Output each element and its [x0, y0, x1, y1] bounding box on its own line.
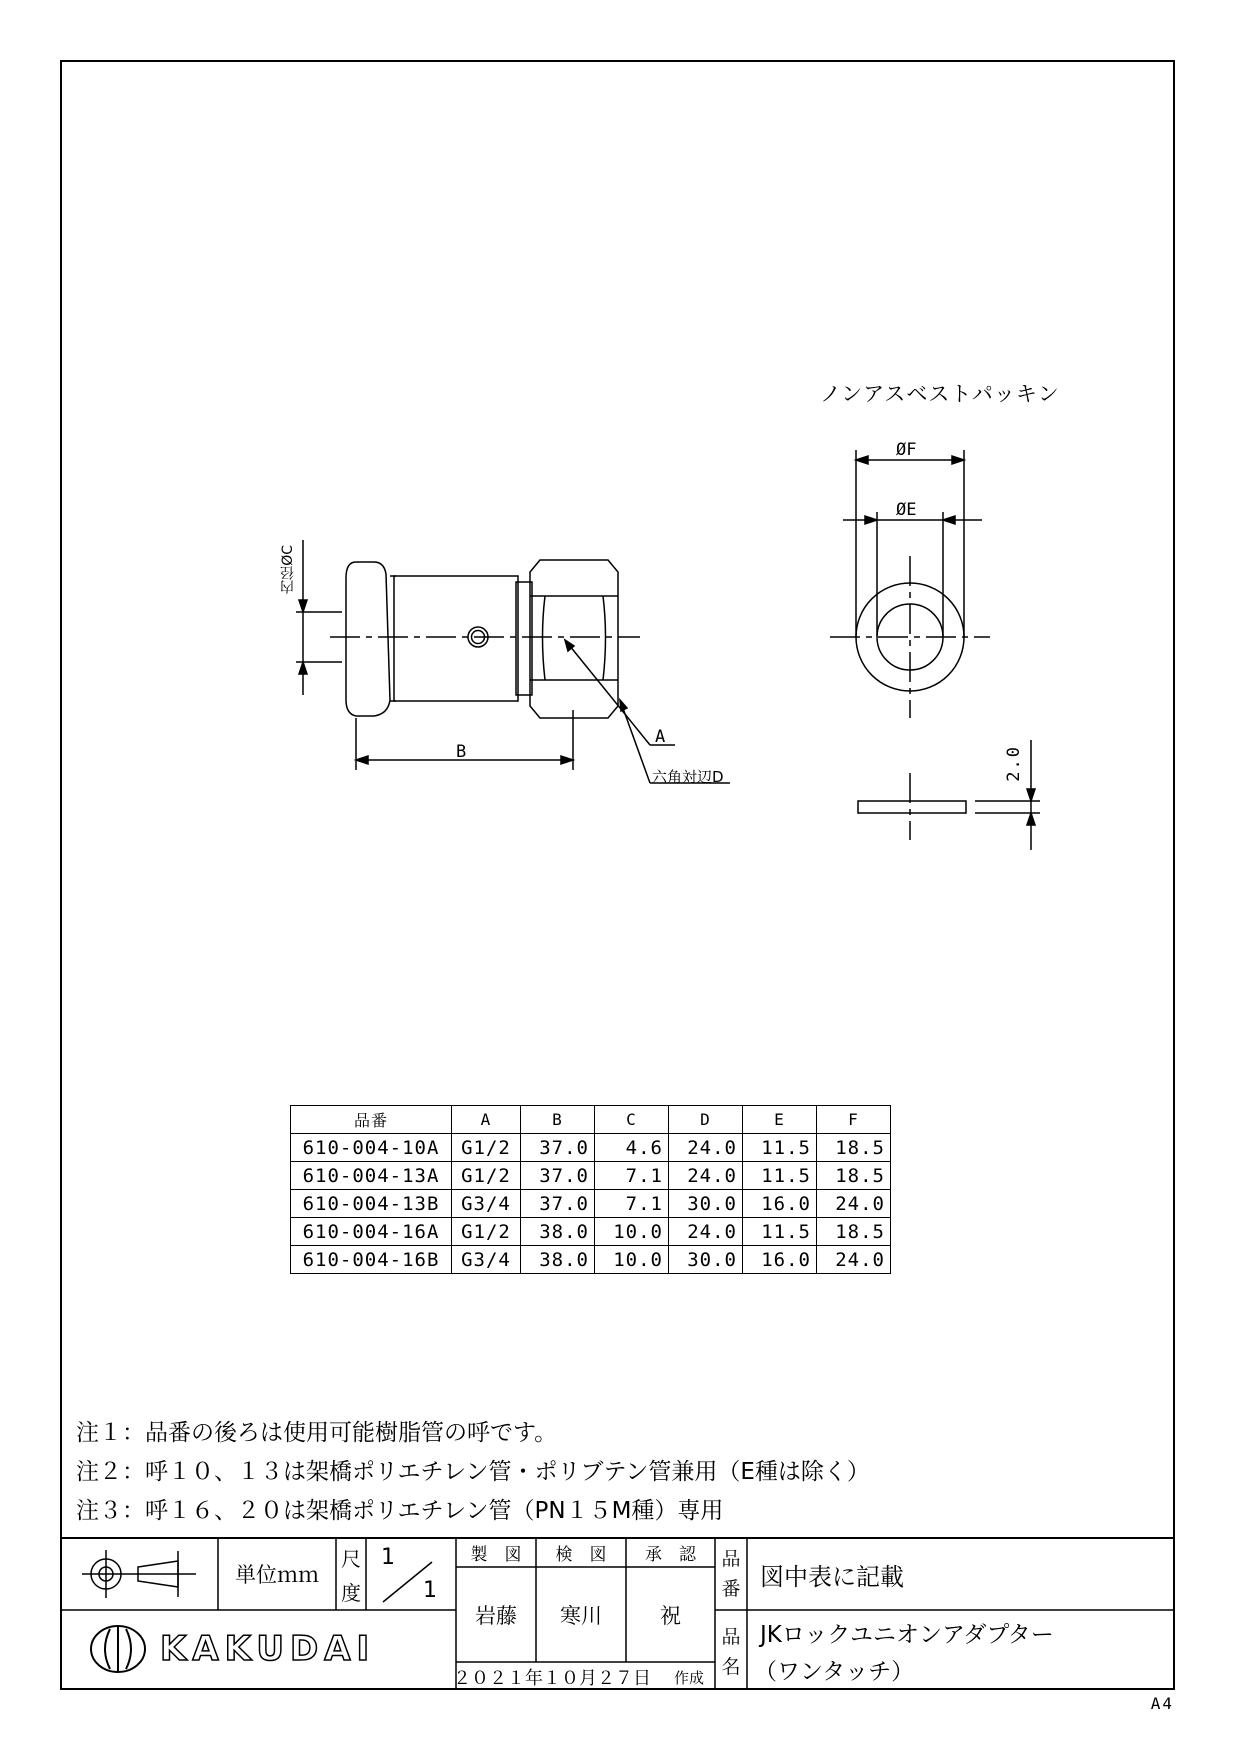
- dim-e-label: ØE: [896, 500, 917, 520]
- cell-part-no: 610-004-16A: [291, 1218, 452, 1246]
- cell-part-no: 610-004-13B: [291, 1190, 452, 1218]
- cell-a: G3/4: [452, 1190, 521, 1218]
- checked-by: 寒川: [560, 1603, 602, 1628]
- cell-c: 7.1: [595, 1162, 669, 1190]
- table-row: [291, 1134, 891, 1162]
- spec-header-row: [291, 1106, 891, 1134]
- checked-label: 検 図: [555, 1545, 607, 1565]
- packing-title: ノンアスベストパッキン: [820, 382, 1060, 406]
- spec-table: [290, 1105, 891, 1274]
- approved-label: 承 認: [645, 1545, 696, 1565]
- notes: [76, 1414, 870, 1531]
- paper-size: A4: [1150, 1694, 1174, 1713]
- cell-c: 10.0: [595, 1246, 669, 1274]
- cell-e: 16.0: [743, 1246, 817, 1274]
- unit-label: 単位ｍｍ: [235, 1563, 319, 1587]
- cell-part-no: 610-004-10A: [291, 1134, 452, 1162]
- title-block: [60, 1537, 1175, 1690]
- created-label: 作成: [673, 1669, 704, 1687]
- made-label: 製 図: [470, 1545, 522, 1565]
- cell-a: G3/4: [452, 1246, 521, 1274]
- cell-f: 24.0: [817, 1190, 891, 1218]
- cell-b: 38.0: [521, 1246, 595, 1274]
- header-c: C: [595, 1106, 669, 1134]
- cell-b: 37.0: [521, 1134, 595, 1162]
- header-a: A: [452, 1106, 521, 1134]
- cell-f: 18.5: [817, 1218, 891, 1246]
- cell-c: 10.0: [595, 1218, 669, 1246]
- drawing-date: ２０２１年１０月２７日: [453, 1667, 651, 1689]
- dim-thickness-label: 2.0: [1004, 745, 1024, 782]
- cell-e: 11.5: [743, 1218, 817, 1246]
- projection-symbol-icon: [82, 1550, 196, 1598]
- table-row: [291, 1162, 891, 1190]
- header-e: E: [743, 1106, 817, 1134]
- part-name-label-1: 品: [721, 1625, 741, 1648]
- cell-c: 4.6: [595, 1134, 669, 1162]
- note-3: 注３：呼１６、２０は架橋ポリエチレン管（PN１５M種）専用: [76, 1498, 724, 1524]
- brand-name: KAKUDAI: [160, 1629, 376, 1669]
- cell-e: 11.5: [743, 1134, 817, 1162]
- cell-d: 24.0: [669, 1218, 743, 1246]
- part-no-label-1: 品: [721, 1547, 741, 1570]
- table-row: [291, 1190, 891, 1218]
- cell-part-no: 610-004-13A: [291, 1162, 452, 1190]
- hex-d-label: 六角対辺D: [652, 768, 724, 786]
- cell-e: 11.5: [743, 1162, 817, 1190]
- cell-b: 37.0: [521, 1190, 595, 1218]
- cell-part-no: 610-004-16B: [291, 1246, 452, 1274]
- cell-f: 18.5: [817, 1134, 891, 1162]
- cell-d: 30.0: [669, 1190, 743, 1218]
- table-row: [291, 1246, 891, 1274]
- cell-b: 37.0: [521, 1162, 595, 1190]
- cell-a: G1/2: [452, 1162, 521, 1190]
- scale-denominator: 1: [423, 1577, 437, 1603]
- cell-b: 38.0: [521, 1218, 595, 1246]
- scale-numerator: 1: [381, 1544, 395, 1570]
- table-row: [291, 1218, 891, 1246]
- part-name-line2: （ワンタッチ）: [754, 1658, 915, 1685]
- dim-b-label: B: [456, 742, 467, 762]
- cell-a: G1/2: [452, 1218, 521, 1246]
- part-name-label-2: 名: [721, 1655, 741, 1678]
- packing-side-view: [858, 801, 966, 813]
- part-no-value: 図中表に記載: [760, 1562, 904, 1591]
- kakudai-logo-icon: [91, 1626, 145, 1672]
- cell-d: 30.0: [669, 1246, 743, 1274]
- inner-dia-label: 内径ØC: [280, 545, 296, 594]
- approved-by: 祝: [660, 1603, 681, 1628]
- dim-a-label: A: [655, 727, 666, 747]
- cell-f: 24.0: [817, 1246, 891, 1274]
- scale-label-2: 度: [341, 1580, 361, 1605]
- note-1: 注１：品番の後ろは使用可能樹脂管の呼です。: [76, 1420, 558, 1446]
- cell-f: 18.5: [817, 1162, 891, 1190]
- cell-a: G1/2: [452, 1134, 521, 1162]
- cell-e: 16.0: [743, 1190, 817, 1218]
- cell-d: 24.0: [669, 1162, 743, 1190]
- header-f: F: [817, 1106, 891, 1134]
- made-by: 岩藤: [475, 1603, 517, 1628]
- adapter-flange: [346, 562, 390, 716]
- header-d: D: [669, 1106, 743, 1134]
- adapter-body: [394, 576, 518, 701]
- part-name-line1: JKロックユニオンアダプター: [760, 1621, 1054, 1648]
- header-b: B: [521, 1106, 595, 1134]
- part-no-label-2: 番: [721, 1577, 741, 1600]
- dim-f-label: ØF: [896, 440, 917, 460]
- scale-label-1: 尺: [341, 1546, 361, 1571]
- header-part-no: 品番: [291, 1106, 452, 1134]
- note-2: 注２：呼１０、１３は架橋ポリエチレン管・ポリブテン管兼用（E種は除く）: [76, 1459, 870, 1485]
- cell-d: 24.0: [669, 1134, 743, 1162]
- cell-c: 7.1: [595, 1190, 669, 1218]
